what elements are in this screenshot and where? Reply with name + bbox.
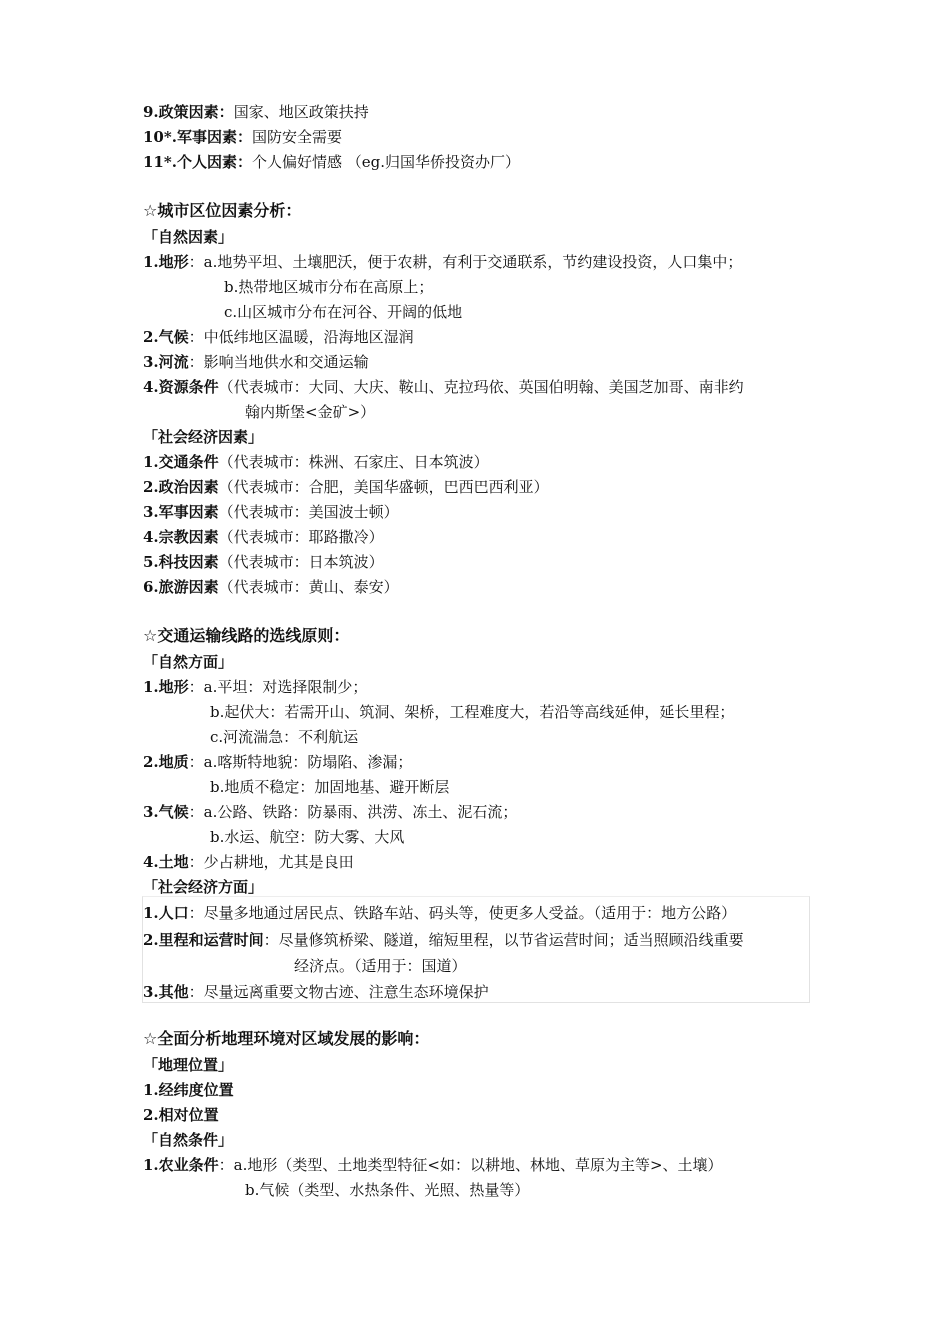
- transport-terrain-a: ：a.平坦：对选择限制少；: [188, 678, 368, 696]
- transport-land-line: [143, 852, 354, 872]
- military-factor-text: 国防安全需要: [251, 128, 342, 146]
- city-terrain-label: 1.地形: [143, 253, 189, 271]
- transport-population-label: 1.人口: [143, 904, 189, 922]
- city-river-label: 3.河流: [143, 353, 189, 371]
- city-social-item: [143, 552, 384, 572]
- military-factor-label: 10*.军事因素: [143, 128, 237, 146]
- city-climate-line: [143, 327, 414, 347]
- region-agri-label: 1.农业条件: [143, 1156, 219, 1174]
- city-terrain-b: b.热带地区城市分布在高原上；: [224, 278, 434, 296]
- city-resource-text: （代表城市：大同、大庆、鞍山、克拉玛依、英国伯明翰、美国芝加哥、南非约: [218, 378, 744, 396]
- transport-climate-a: ：a.公路、铁路：防暴雨、洪涝、冻土、泥石流；: [188, 803, 518, 821]
- city-resource-line: [143, 377, 744, 397]
- region-section-title: ☆全面分析地理环境对区域发展的影响：: [143, 1029, 430, 1048]
- personal-factor-label: 11*.个人因素: [143, 153, 237, 171]
- transport-land-label: 4.土地: [143, 853, 189, 871]
- city-terrain-line: [143, 252, 742, 272]
- city-climate-label: 2.气候: [143, 328, 189, 346]
- policy-factor-text: 国家、地区政策扶持: [233, 103, 369, 121]
- personal-factor-text: 个人偏好情感 （eg.归国华侨投资办厂）: [251, 153, 520, 171]
- transport-natural-heading: 「自然方面」: [143, 653, 234, 671]
- social-item-label: 6.旅游因素: [143, 578, 219, 596]
- transport-climate-b: b.水运、航空：防大雾、大风: [210, 828, 405, 846]
- city-social-item: [143, 477, 549, 497]
- transport-distance-text: ：尽量修筑桥梁、隧道，缩短里程，以节省运营时间；适当照顾沿线重要: [263, 931, 744, 949]
- region-agri-a: ：a.地形（类型、土地类型特征<如：以耕地、林地、草原为主等>、土壤）: [218, 1156, 723, 1174]
- social-item-label: 3.军事因素: [143, 503, 219, 521]
- transport-climate-line: [143, 802, 517, 822]
- colon: ：: [218, 103, 234, 121]
- city-natural-heading: 「自然因素」: [143, 228, 234, 246]
- transport-climate-label: 3.气候: [143, 803, 189, 821]
- city-social-item: [143, 502, 399, 522]
- social-item-text: （代表城市：合肥，美国华盛顿，巴西巴西利亚）: [218, 478, 549, 496]
- city-section-title: ☆城市区位因素分析：: [143, 201, 302, 220]
- social-item-text: （代表城市：日本筑波）: [218, 553, 384, 571]
- military-factor-line: [143, 127, 342, 147]
- transport-land-text: ：少占耕地，尤其是良田: [188, 853, 354, 871]
- social-item-label: 4.宗教因素: [143, 528, 219, 546]
- social-item-text: （代表城市：耶路撒冷）: [218, 528, 384, 546]
- region-natural-heading: 「自然条件」: [143, 1131, 234, 1149]
- city-river-line: [143, 352, 369, 372]
- policy-factor-line: [143, 102, 369, 122]
- city-social-item: [143, 527, 384, 547]
- transport-terrain-b: b.起伏大：若需开山、筑洞、架桥，工程难度大，若沿等高线延伸，延长里程；: [210, 703, 735, 721]
- social-item-text: （代表城市：株洲、石家庄、日本筑波）: [218, 453, 489, 471]
- transport-terrain-c: c.河流湍急：不利航运: [210, 728, 359, 746]
- transport-social-heading: 「社会经济方面」: [143, 878, 264, 896]
- social-item-text: （代表城市：美国波士顿）: [218, 503, 399, 521]
- social-item-label: 1.交通条件: [143, 453, 219, 471]
- region-position-heading: 「地理位置」: [143, 1056, 234, 1074]
- transport-section-title: ☆交通运输线路的选线原则：: [143, 626, 350, 645]
- transport-distance-text-cont: 经济点。（适用于：国道）: [294, 957, 467, 975]
- social-item-label: 5.科技因素: [143, 553, 219, 571]
- city-resource-text-cont: 翰内斯堡<金矿>）: [245, 403, 376, 421]
- transport-geology-label: 2.地质: [143, 753, 189, 771]
- transport-terrain-line: [143, 677, 367, 697]
- city-social-item: [143, 577, 399, 597]
- personal-factor-line: [143, 152, 520, 172]
- social-item-label: 2.政治因素: [143, 478, 219, 496]
- city-climate-text: ：中低纬地区温暖，沿海地区湿润: [188, 328, 414, 346]
- region-agri-b: b.气候（类型、水热条件、光照、热量等）: [245, 1181, 530, 1199]
- region-agri-line: [143, 1155, 723, 1175]
- transport-geology-a: ：a.喀斯特地貌：防塌陷、渗漏；: [188, 753, 413, 771]
- transport-terrain-label: 1.地形: [143, 678, 189, 696]
- region-relative-item: 2.相对位置: [143, 1106, 219, 1124]
- city-terrain-a: ：a.地势平坦、土壤肥沃，便于农耕，有利于交通联系，节约建设投资，人口集中；: [188, 253, 743, 271]
- city-resource-label: 4.资源条件: [143, 378, 219, 396]
- transport-other-label: 3.其他: [143, 983, 189, 1001]
- social-item-text: （代表城市：黄山、泰安）: [218, 578, 399, 596]
- transport-population-line: [143, 903, 736, 923]
- transport-other-line: [143, 982, 489, 1002]
- transport-geology-b: b.地质不稳定：加固地基、避开断层: [210, 778, 450, 796]
- city-terrain-c: c.山区城市分布在河谷、开阔的低地: [224, 303, 463, 321]
- transport-distance-line: [143, 930, 744, 950]
- city-river-text: ：影响当地供水和交通运输: [188, 353, 369, 371]
- colon: ：: [236, 128, 252, 146]
- transport-population-text: ：尽量多地通过居民点、铁路车站、码头等，使更多人受益。（适用于：地方公路）: [188, 904, 737, 922]
- policy-factor-label: 9.政策因素: [143, 103, 219, 121]
- transport-distance-label: 2.里程和运营时间: [143, 931, 264, 949]
- colon: ：: [236, 153, 252, 171]
- city-social-heading: 「社会经济因素」: [143, 428, 264, 446]
- transport-geology-line: [143, 752, 412, 772]
- city-social-item: [143, 452, 489, 472]
- transport-other-text: ：尽量远离重要文物古迹、注意生态环境保护: [188, 983, 489, 1001]
- region-latlong-item: 1.经纬度位置: [143, 1081, 234, 1099]
